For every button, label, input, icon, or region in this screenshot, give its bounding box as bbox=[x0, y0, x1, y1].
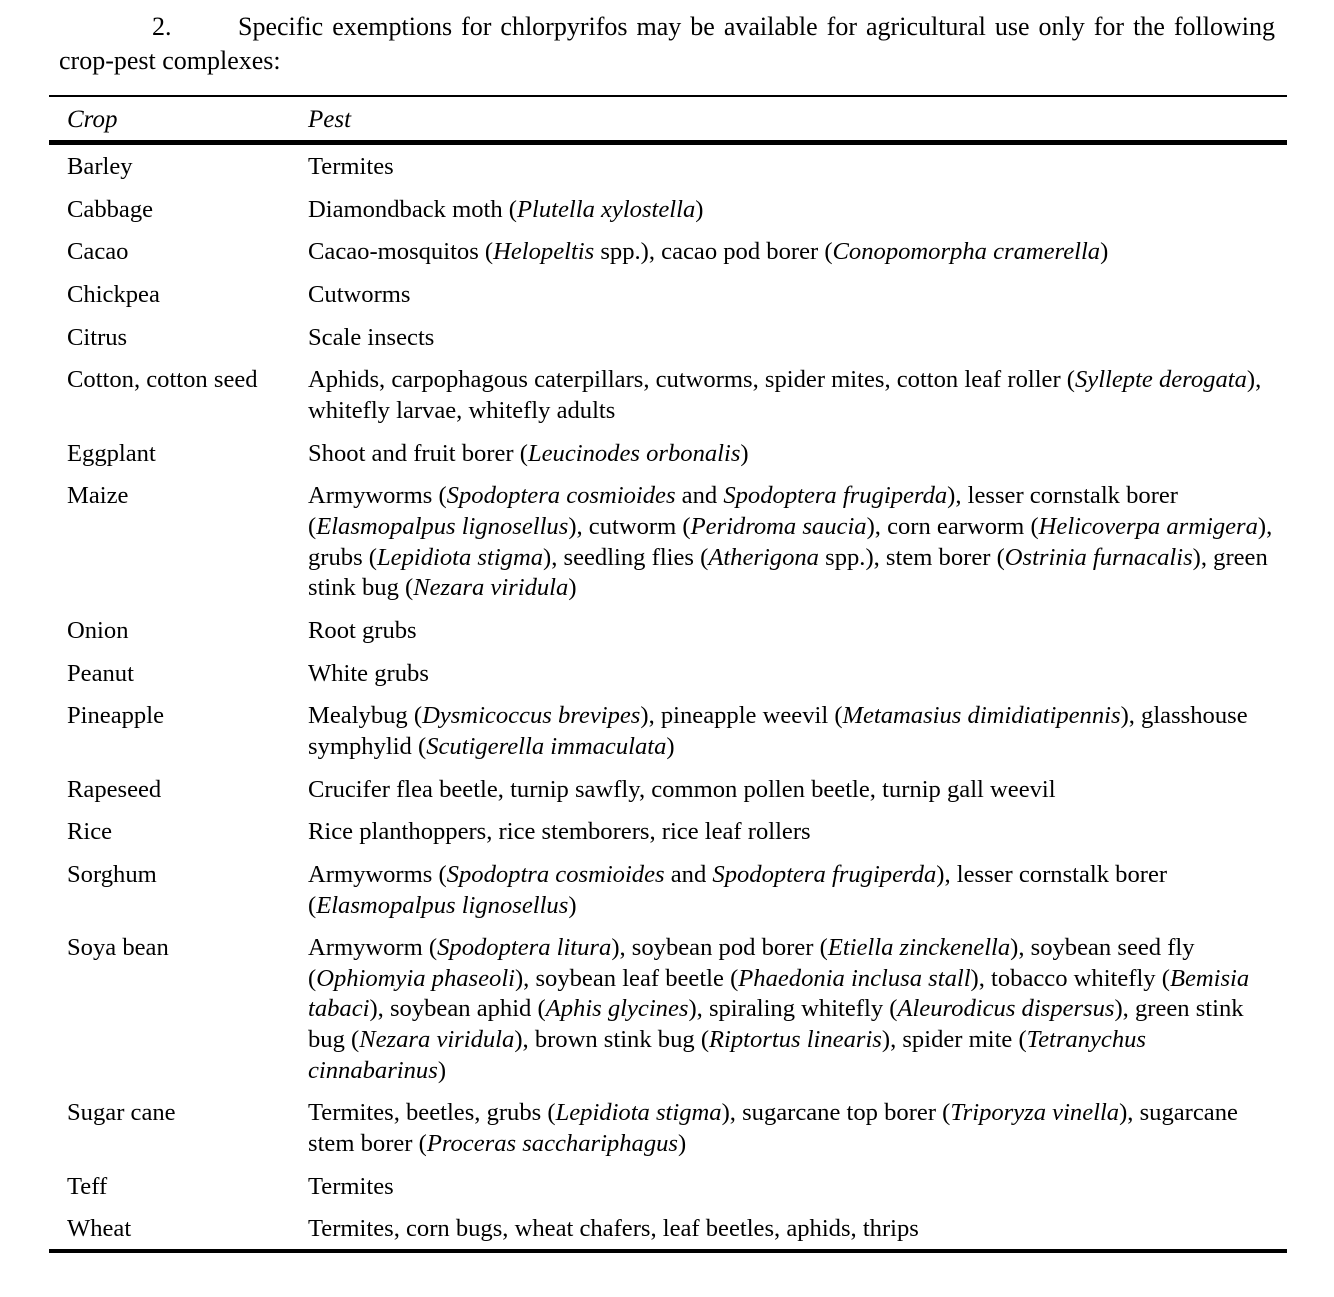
crop-cell: Rice bbox=[67, 818, 113, 846]
pest-text: Cutworms bbox=[308, 281, 411, 309]
crop-cell: Cabbage bbox=[67, 195, 154, 223]
pest-text: ), soybean aphid ( bbox=[369, 995, 546, 1023]
table-row bbox=[49, 481, 1287, 615]
pest-text: ), soybean seed fly ( bbox=[308, 934, 1195, 992]
pest-cell bbox=[308, 659, 1287, 690]
species-name: Dysmicoccus brevipes bbox=[422, 702, 641, 730]
species-name: Helicoverpa armigera bbox=[1038, 513, 1258, 540]
crop-cell: Cacao bbox=[67, 238, 129, 266]
pest-text: Armyworms ( bbox=[308, 860, 447, 888]
pest-text: ) bbox=[695, 195, 704, 223]
pest-cell bbox=[308, 481, 1287, 603]
pest-text: and bbox=[675, 482, 724, 510]
crop-cell: Onion bbox=[67, 616, 129, 644]
pest-text: Crucifer flea beetle, turnip sawfly, common pollen beetle, turnip gall weevil bbox=[308, 775, 1056, 803]
pest-text: Cacao-mosquitos ( bbox=[308, 238, 494, 266]
species-name: Leucinodes orbonalis bbox=[527, 439, 741, 467]
pest-cell bbox=[308, 365, 1287, 426]
pest-cell bbox=[308, 1214, 1287, 1245]
crop-cell: Cotton, cotton seed bbox=[67, 366, 258, 394]
table-row bbox=[49, 439, 1287, 482]
table-body bbox=[49, 145, 1287, 1249]
species-name: Etiella zinckenella bbox=[827, 934, 1011, 962]
species-name: Aleurodicus dispersus bbox=[897, 995, 1115, 1023]
species-name: Nezara viridula bbox=[359, 1025, 515, 1053]
species-name: Helopeltis bbox=[493, 238, 595, 266]
pest-cell bbox=[308, 323, 1287, 354]
pest-text: ) bbox=[740, 439, 749, 467]
table-row bbox=[49, 237, 1287, 280]
pest-text: Mealybug ( bbox=[308, 702, 423, 730]
table-row bbox=[49, 933, 1287, 1098]
species-name: Metamasius dimidiatipennis bbox=[842, 702, 1121, 730]
species-name: Proceras sacchariphagus bbox=[426, 1129, 678, 1157]
species-name: Aphis glycines bbox=[545, 995, 689, 1023]
crop-cell: Teff bbox=[67, 1172, 108, 1200]
crop-pest-table bbox=[49, 95, 1287, 1253]
intro-paragraph bbox=[59, 10, 1275, 78]
pest-text: Termites, corn bugs, wheat chafers, leaf beetles, aphids, thrips bbox=[308, 1215, 919, 1243]
table-row bbox=[49, 323, 1287, 366]
crop-cell: Pineapple bbox=[67, 702, 164, 730]
crop-cell: Rapeseed bbox=[67, 775, 162, 803]
species-name: Scutigerella immaculata bbox=[426, 732, 667, 760]
species-name: Tetranychus cinnabarinus bbox=[308, 1025, 1147, 1084]
pest-cell bbox=[308, 860, 1287, 921]
species-name: Spodoptera cosmioides bbox=[446, 482, 676, 510]
pest-cell bbox=[308, 1172, 1287, 1203]
pest-text: ), green stink bug ( bbox=[308, 543, 1268, 602]
pest-text: ), lesser cornstalk borer ( bbox=[308, 482, 1178, 540]
table-row bbox=[49, 280, 1287, 323]
pest-text: Termites bbox=[308, 153, 394, 180]
pest-text: ) bbox=[568, 574, 577, 602]
table-row bbox=[49, 775, 1287, 818]
table-row bbox=[49, 1214, 1287, 1245]
pest-cell bbox=[308, 280, 1287, 311]
pest-text: Scale insects bbox=[308, 323, 435, 351]
pest-text: ) bbox=[677, 1129, 687, 1157]
pest-text: ), soybean leaf beetle ( bbox=[514, 964, 739, 992]
table-row bbox=[49, 152, 1287, 195]
crop-cell: Citrus bbox=[67, 323, 128, 351]
crop-cell: Wheat bbox=[67, 1215, 132, 1243]
pest-text: and bbox=[664, 860, 713, 888]
header-pest: Pest bbox=[308, 106, 352, 133]
pest-text: Shoot and fruit borer ( bbox=[308, 439, 528, 467]
pest-cell bbox=[308, 1098, 1287, 1159]
pest-text: ) bbox=[1100, 238, 1109, 266]
species-name: Syllepte derogata bbox=[1074, 366, 1247, 394]
pest-text: ), soybean pod borer ( bbox=[611, 934, 828, 962]
species-name: Spodoptra cosmioides bbox=[446, 860, 665, 888]
species-name: Ophiomyia phaseoli bbox=[316, 964, 515, 992]
table-row bbox=[49, 1172, 1287, 1215]
table-row bbox=[49, 701, 1287, 774]
pest-cell bbox=[308, 237, 1287, 268]
table-row bbox=[49, 365, 1287, 438]
paragraph-number: 2. bbox=[152, 12, 172, 41]
pest-cell bbox=[308, 701, 1287, 762]
species-name: Peridroma saucia bbox=[690, 513, 867, 540]
crop-cell: Chickpea bbox=[67, 281, 160, 309]
pest-text: ), pineapple weevil ( bbox=[640, 702, 843, 730]
pest-text: ), brown stink bug ( bbox=[514, 1025, 710, 1053]
pest-text: spp.), cacao pod borer ( bbox=[594, 238, 833, 266]
species-name: Bemisia tabaci bbox=[308, 964, 1250, 1023]
pest-text: ), lesser cornstalk borer ( bbox=[308, 860, 1168, 919]
pest-text: ), green stink bug ( bbox=[308, 995, 1244, 1053]
species-name: Conopomorpha cramerella bbox=[832, 238, 1101, 266]
pest-text: Aphids, carpophagous caterpillars, cutworms, spider mites, cotton leaf roller ( bbox=[308, 366, 1075, 394]
table-row bbox=[49, 817, 1287, 860]
species-name: Ostrinia furnacalis bbox=[1004, 543, 1193, 571]
pest-text: ) bbox=[568, 891, 577, 919]
pest-text: Root grubs bbox=[308, 616, 417, 644]
pest-text: ), grubs ( bbox=[308, 513, 1273, 571]
species-name: Elasmopalpus lignosellus bbox=[316, 513, 569, 540]
species-name: Phaedonia inclusa stall bbox=[738, 964, 971, 992]
species-name: Nezara viridula bbox=[413, 574, 569, 602]
pest-text: ), corn earworm ( bbox=[866, 513, 1039, 540]
pest-text: ), whitefly larvae, whitefly adults bbox=[308, 366, 1262, 425]
table-row bbox=[49, 1098, 1287, 1171]
pest-text: ) bbox=[437, 1056, 447, 1084]
species-name: Triporyza vinella bbox=[950, 1099, 1120, 1127]
species-name: Spodoptera litura bbox=[437, 934, 612, 962]
pest-text: ), seedling flies ( bbox=[543, 543, 709, 571]
pest-text: ), cutworm ( bbox=[568, 513, 691, 540]
intro-text: Specific exemptions for chlorpyrifos may be available for agricultural use only for the following crop-pest complexes: bbox=[59, 12, 1275, 75]
pest-text: ) bbox=[666, 732, 675, 760]
species-name: Riptortus linearis bbox=[709, 1025, 882, 1053]
crop-cell: Soya bean bbox=[67, 934, 169, 962]
table-row bbox=[49, 659, 1287, 702]
pest-text: ), sugarcane top borer ( bbox=[721, 1099, 951, 1127]
pest-text: ), glasshouse symphylid ( bbox=[308, 702, 1248, 760]
table-row bbox=[49, 860, 1287, 933]
table-row bbox=[49, 616, 1287, 659]
crop-cell: Barley bbox=[67, 153, 133, 180]
species-name: Elasmopalpus lignosellus bbox=[316, 891, 569, 919]
crop-cell: Maize bbox=[67, 482, 129, 510]
species-name: Spodoptera frugiperda bbox=[723, 482, 948, 510]
crop-cell: Eggplant bbox=[67, 439, 156, 467]
pest-text: Diamondback moth ( bbox=[308, 195, 517, 223]
pest-text: White grubs bbox=[308, 659, 429, 687]
pest-text: Termites bbox=[308, 1172, 394, 1200]
species-name: Atherigona bbox=[708, 543, 819, 571]
crop-cell: Peanut bbox=[67, 659, 134, 687]
pest-text: Rice planthoppers, rice stemborers, rice leaf rollers bbox=[308, 818, 811, 846]
species-name: Spodoptera frugiperda bbox=[712, 860, 937, 888]
table-header bbox=[49, 97, 1287, 145]
pest-text: Armyworms ( bbox=[308, 482, 447, 510]
pest-text: spp.), stem borer ( bbox=[818, 543, 1005, 571]
pest-cell bbox=[308, 775, 1287, 806]
pest-cell bbox=[308, 817, 1287, 848]
species-name: Lepidiota stigma bbox=[377, 543, 544, 571]
pest-text: Armyworm ( bbox=[308, 934, 438, 962]
header-crop: Crop bbox=[67, 106, 118, 133]
species-name: Plutella xylostella bbox=[517, 195, 696, 223]
pest-cell bbox=[308, 439, 1287, 470]
pest-text: ), sugarcane stem borer ( bbox=[308, 1099, 1238, 1157]
pest-cell bbox=[308, 152, 1287, 183]
pest-text: Termites, beetles, grubs ( bbox=[308, 1099, 556, 1127]
crop-cell: Sorghum bbox=[67, 860, 157, 888]
crop-cell: Sugar cane bbox=[67, 1099, 176, 1127]
species-name: Lepidiota stigma bbox=[555, 1099, 722, 1127]
pest-text: ), tobacco whitefly ( bbox=[970, 964, 1170, 992]
pest-text: ), spiraling whitefly ( bbox=[688, 995, 898, 1023]
pest-cell bbox=[308, 195, 1287, 226]
pest-cell bbox=[308, 616, 1287, 647]
table-row bbox=[49, 195, 1287, 238]
pest-text: ), spider mite ( bbox=[881, 1025, 1027, 1053]
pest-cell bbox=[308, 933, 1287, 1086]
